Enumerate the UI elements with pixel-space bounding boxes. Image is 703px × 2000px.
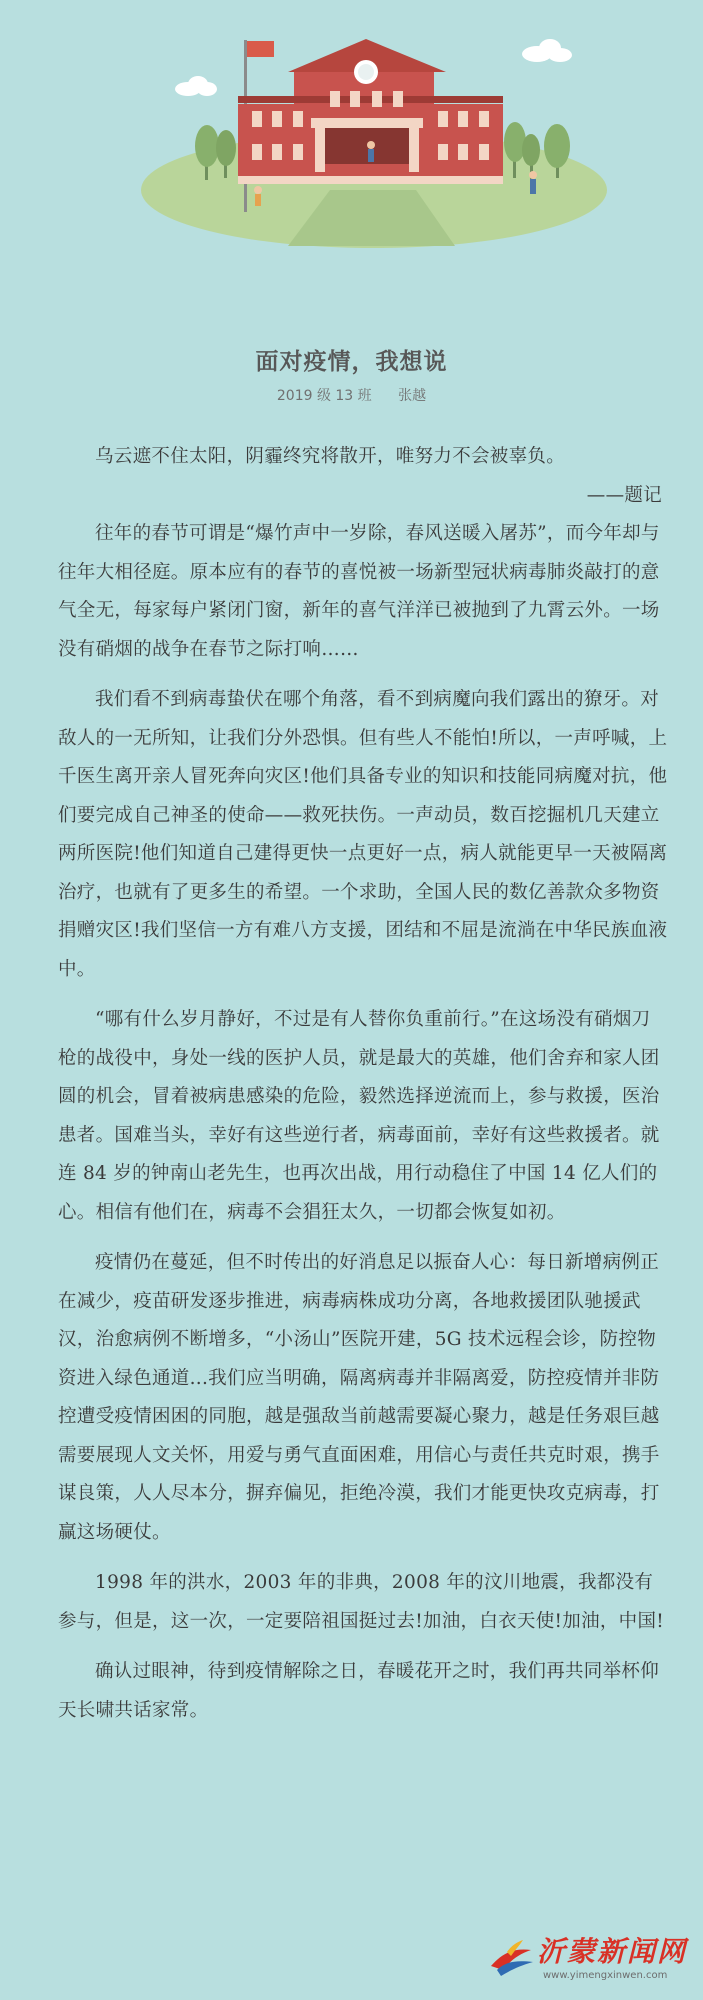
school-building (238, 39, 503, 184)
epigraph-signoff: ——题记 (586, 484, 662, 506)
author-name: 张越 (398, 388, 427, 404)
watermark-logo-icon (485, 1932, 541, 1988)
cloud-right (522, 39, 572, 62)
article-paragraph: 我们看不到病毒蛰伏在哪个角落，看不到病魔向我们露出的獠牙。对敌人的一无所知，让我们分外恐惧。但有些人不能怕!所以，一声呼喊，上千医生离开亲人冒死奔向灾区!他们具备专业的知识和技能同病魔对抗，他们要完成自己神圣的使命——救死扶伤。一声动员，数百挖掘机几天建立两所医院!他们知道自己建得更快一点更好一点，病人就能更早一天被隔离治疗，也就有了更多生的希望。一个求助，全国人民的数亿善款众多物资捐赠灾区!我们坚信一方有难八方支援，团结和不屈是流淌在中华民族血液中。 (58, 689, 668, 980)
site-watermark (485, 1932, 691, 1988)
article-title: 面对疫情，我想说 (255, 349, 448, 375)
watermark-site-name: 沂蒙新闻网 (537, 1935, 688, 1968)
article-header (0, 346, 703, 406)
school-illustration (0, 0, 703, 250)
article-paragraph: 疫情仍在蔓延，但不时传出的好消息足以振奋人心：每日新增病例正在减少，疫苗研发逐步推进，病毒病株成功分离，各地救援团队驰援武汉，治愈病例不断增多，“小汤山”医院开建，5G 技术远程会诊，防控物资进入绿色通道...我们应当明确，隔离病毒并非隔离爱，防控疫情并非防控遭受疫情困困的同胞，越是强敌当前越需要凝心聚力，越是任务艰巨越需要展现人文关怀，用爱与勇气直面困难，用信心与责任共克时艰，携手谋良策，人人尽本分，摒弃偏见，拒绝冷漠，我们才能更快攻克病毒，打赢这场硬仗。 (58, 1252, 660, 1543)
cloud-left (175, 76, 217, 96)
article-paragraph: 往年的春节可谓是“爆竹声中一岁除，春风送暖入屠苏”，而今年却与往年大相径庭。原本应有的春节的喜悦被一场新型冠状病毒肺炎敲打的意气全无，每家每户紧闭门窗，新年的喜气洋洋已被抛到了九霄云外。一场没有硝烟的战争在春节之际打响…… (58, 523, 660, 660)
class-label: 2019 级 13 班 (276, 388, 372, 404)
epigraph: 乌云遮不住太阳，阴霾终究将散开，唯努力不会被辜负。 (95, 446, 566, 467)
article-paragraph: “哪有什么岁月静好，不过是有人替你负重前行。”在这场没有硝烟刀枪的战役中，身处一线的医护人员，就是最大的英雄，他们舍弃和家人团圆的机会，冒着被病患感染的危险，毅然选择逆流而上，参与救援，医治患者。国难当头，幸好有这些逆行者，病毒面前，幸好有这些救援者。就连 84 岁的钟南山老先生，也再次出战，用行动稳住了中国 14 亿人们的心。相信有他们在，病毒不会猖狂太久，一切都会恢复如初。 (58, 1009, 660, 1223)
article-paragraph: 1998 年的洪水，2003 年的非典，2008 年的汶川地震，我都没有参与，但是，这一次，一定要陪祖国挺过去!加油，白衣天使!加油，中国! (58, 1572, 665, 1632)
watermark-url: www.yimengxinwen.com (543, 1970, 668, 1981)
article-byline (0, 386, 703, 406)
article-paragraph: 确认过眼神，待到疫情解除之日，春暖花开之时，我们再共同举杯仰天长啸共话家常。 (58, 1661, 660, 1721)
article-body (58, 438, 668, 1730)
